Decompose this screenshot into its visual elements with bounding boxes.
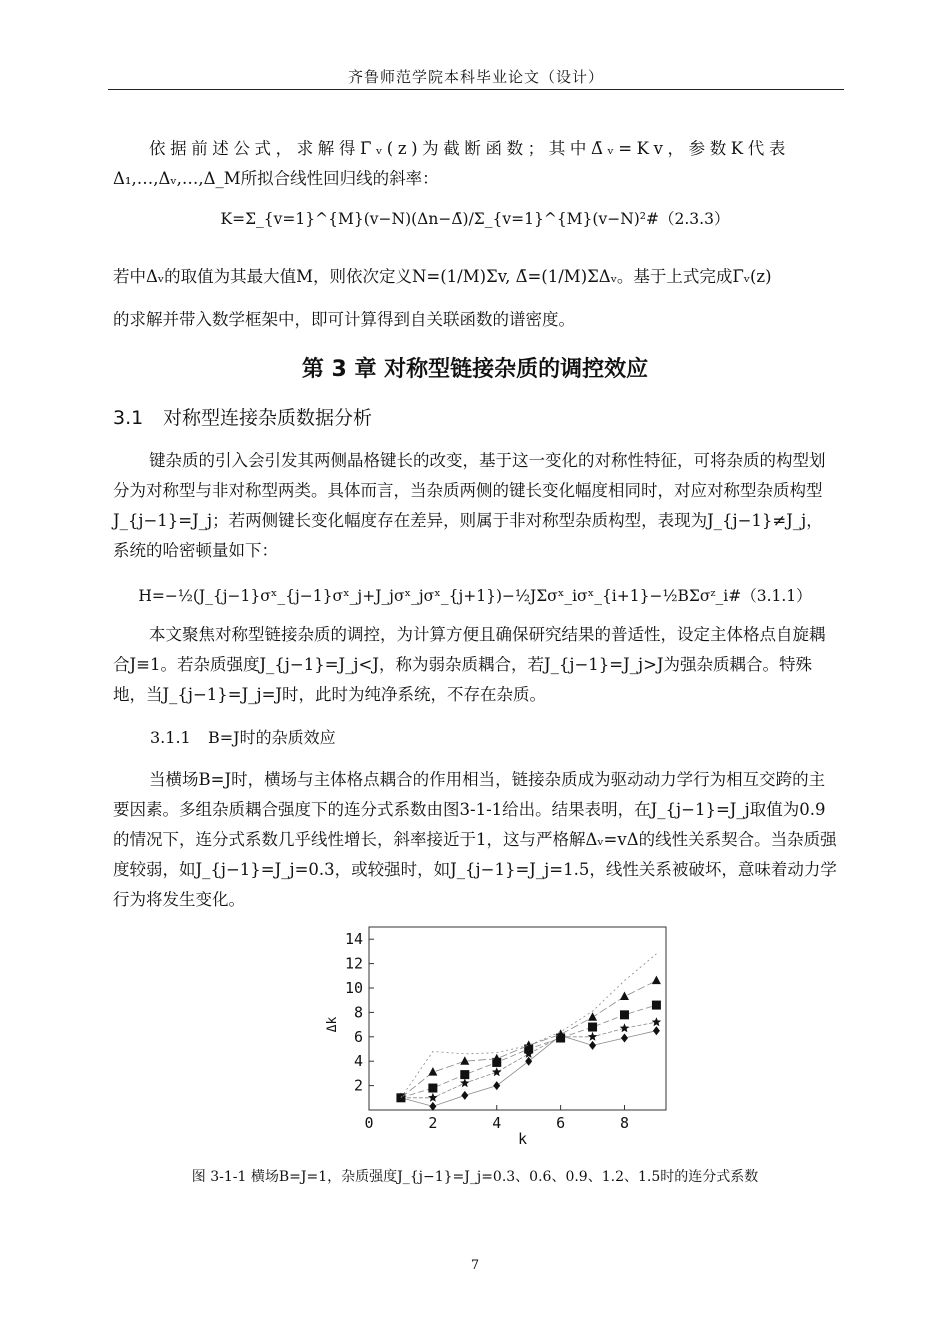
data-point-diamond — [653, 1026, 660, 1035]
section-title: 对称型连接杂质数据分析 — [163, 407, 373, 429]
data-point-square — [428, 1084, 437, 1093]
paragraph-1-line-1: 依据前述公式，求解得Γ̄ᵥ(z)为截断函数；其中Δ̄ᵥ=Kv，参数K代表 — [149, 139, 790, 158]
data-point-star — [652, 1017, 662, 1026]
data-point-triangle — [460, 1056, 469, 1065]
data-point-star — [492, 1067, 502, 1076]
data-point-square — [652, 1001, 661, 1010]
paragraph-2-line-2: 的求解并带入数学框架中，即可计算得到自关联函数的谱密度。 — [113, 310, 575, 329]
subsection-title: B=J时的杂质效应 — [208, 728, 336, 747]
y-tick-label: 2 — [353, 1076, 363, 1095]
x-tick-label: 8 — [619, 1114, 629, 1132]
x-tick-label: 0 — [364, 1114, 374, 1132]
y-tick-label: 14 — [344, 930, 363, 949]
y-tick-label: 8 — [353, 1003, 363, 1022]
figure-3-1-1 — [314, 922, 674, 1152]
paragraph-5: 当横场B=J时，横场与主体格点耦合的作用相当，链接杂质成为驱动动力学行为相互交跨的主要因素。多组杂质耦合强度下的连分式系数由图3-1-1给出。结果表明，在J_{j−1}=J_j取值为0.9的情况下，连分式系数几乎线性增长，斜率接近于1，这与严格解Δᵥ=vΔ的线性关系契合。当杂质强度较弱，如J_{j−1}=J_j=0.3，或较强时，如J_{j−1}=J_j=1.5，线性关系被破坏，意味着动力学行为将发生变化。 — [113, 770, 837, 909]
page-number: 7 — [470, 1258, 480, 1273]
paragraph-2-line-1: 若中Δᵥ的取值为其最大值M，则依次定义N=(1/M)Σv, Δ̄=(1/M)ΣΔᵥ。基于上式完成Γ̄ᵥ(z) — [113, 267, 772, 286]
equation-2-3-3: K=Σ_{v=1}^{M}(v−N)(Δn−Δ̄)/Σ_{v=1}^{M}(v−N)²#（2.3.3） — [220, 210, 730, 228]
x-tick-label: 6 — [556, 1114, 566, 1132]
data-point-star — [588, 1032, 598, 1041]
y-tick-label: 4 — [353, 1052, 363, 1071]
section-number: 3.1 — [113, 407, 144, 429]
data-point-square — [588, 1023, 597, 1032]
equation-3-1-1: H=−½(J_{j−1}σˣ_{j−1}σˣ_j+J_jσˣ_jσˣ_{j+1})−½JΣσˣ_iσˣ_{i+1}−½BΣσᶻ_i#（3.1.1） — [138, 587, 812, 605]
data-point-triangle — [620, 992, 629, 1001]
data-point-star — [460, 1078, 470, 1087]
running-header: 齐鲁师范学院本科毕业论文（设计） — [347, 68, 604, 86]
paragraph-3: 键杂质的引入会引发其两侧晶格键长的改变，基于这一变化的对称性特征，可将杂质的构型划分为对称型与非对称型两类。具体而言，当杂质两侧的键长变化幅度相同时，对应对称型杂质构型J_{j−1}=J_j；若两侧键长变化幅度存在差异，则属于非对称型杂质构型，表现为J_{j−1}≠J_j，系统的哈密顿量如下： — [113, 451, 826, 560]
data-point-diamond — [589, 1041, 596, 1050]
data-point-diamond — [461, 1091, 468, 1100]
subsection-number: 3.1.1 — [150, 728, 191, 747]
x-tick-label: 4 — [492, 1114, 502, 1132]
header-divider — [108, 89, 844, 90]
x-tick-label: 2 — [428, 1114, 438, 1132]
section-heading — [113, 403, 372, 430]
continued-fraction-chart — [314, 922, 674, 1152]
data-point-square — [620, 1010, 629, 1019]
paragraph-4: 本文聚焦对称型链接杂质的调控，为计算方便且确保研究结果的普适性，设定主体格点自旋耦合J≡1。若杂质强度J_{j−1}=J_j<J，称为弱杂质耦合，若J_{j−1}=J_j>J为强杂质耦合。特殊地，当J_{j−1}=J_j=J时，此时为纯净系统，不存在杂质。 — [113, 625, 826, 704]
data-point-star — [620, 1023, 630, 1032]
y-tick-label: 6 — [353, 1027, 363, 1046]
y-tick-label: 12 — [344, 954, 363, 973]
figure-caption: 图 3-1-1 横场B=J=1，杂质强度J_{j−1}=J_j=0.3、0.6、0.9、1.2、1.5时的连分式系数 — [191, 1169, 759, 1185]
x-axis-label: k — [517, 1130, 528, 1148]
data-point-diamond — [621, 1034, 628, 1043]
data-point-diamond — [525, 1057, 532, 1066]
paragraph-1-line-2: Δ₁,…,Δᵥ,…,Δ_M所拟合线性回归线的斜率： — [113, 169, 439, 188]
data-point-star — [428, 1093, 438, 1102]
series-line-none — [401, 954, 656, 1098]
y-tick-label: 10 — [344, 979, 363, 997]
data-point-diamond — [429, 1102, 436, 1111]
y-axis-label: Δk — [325, 1016, 340, 1033]
subsection-heading — [150, 725, 336, 748]
data-point-triangle — [652, 976, 661, 985]
chapter-title: 第 3 章 对称型链接杂质的调控效应 — [301, 357, 649, 382]
data-point-diamond — [493, 1081, 500, 1090]
data-point-square — [460, 1070, 469, 1079]
